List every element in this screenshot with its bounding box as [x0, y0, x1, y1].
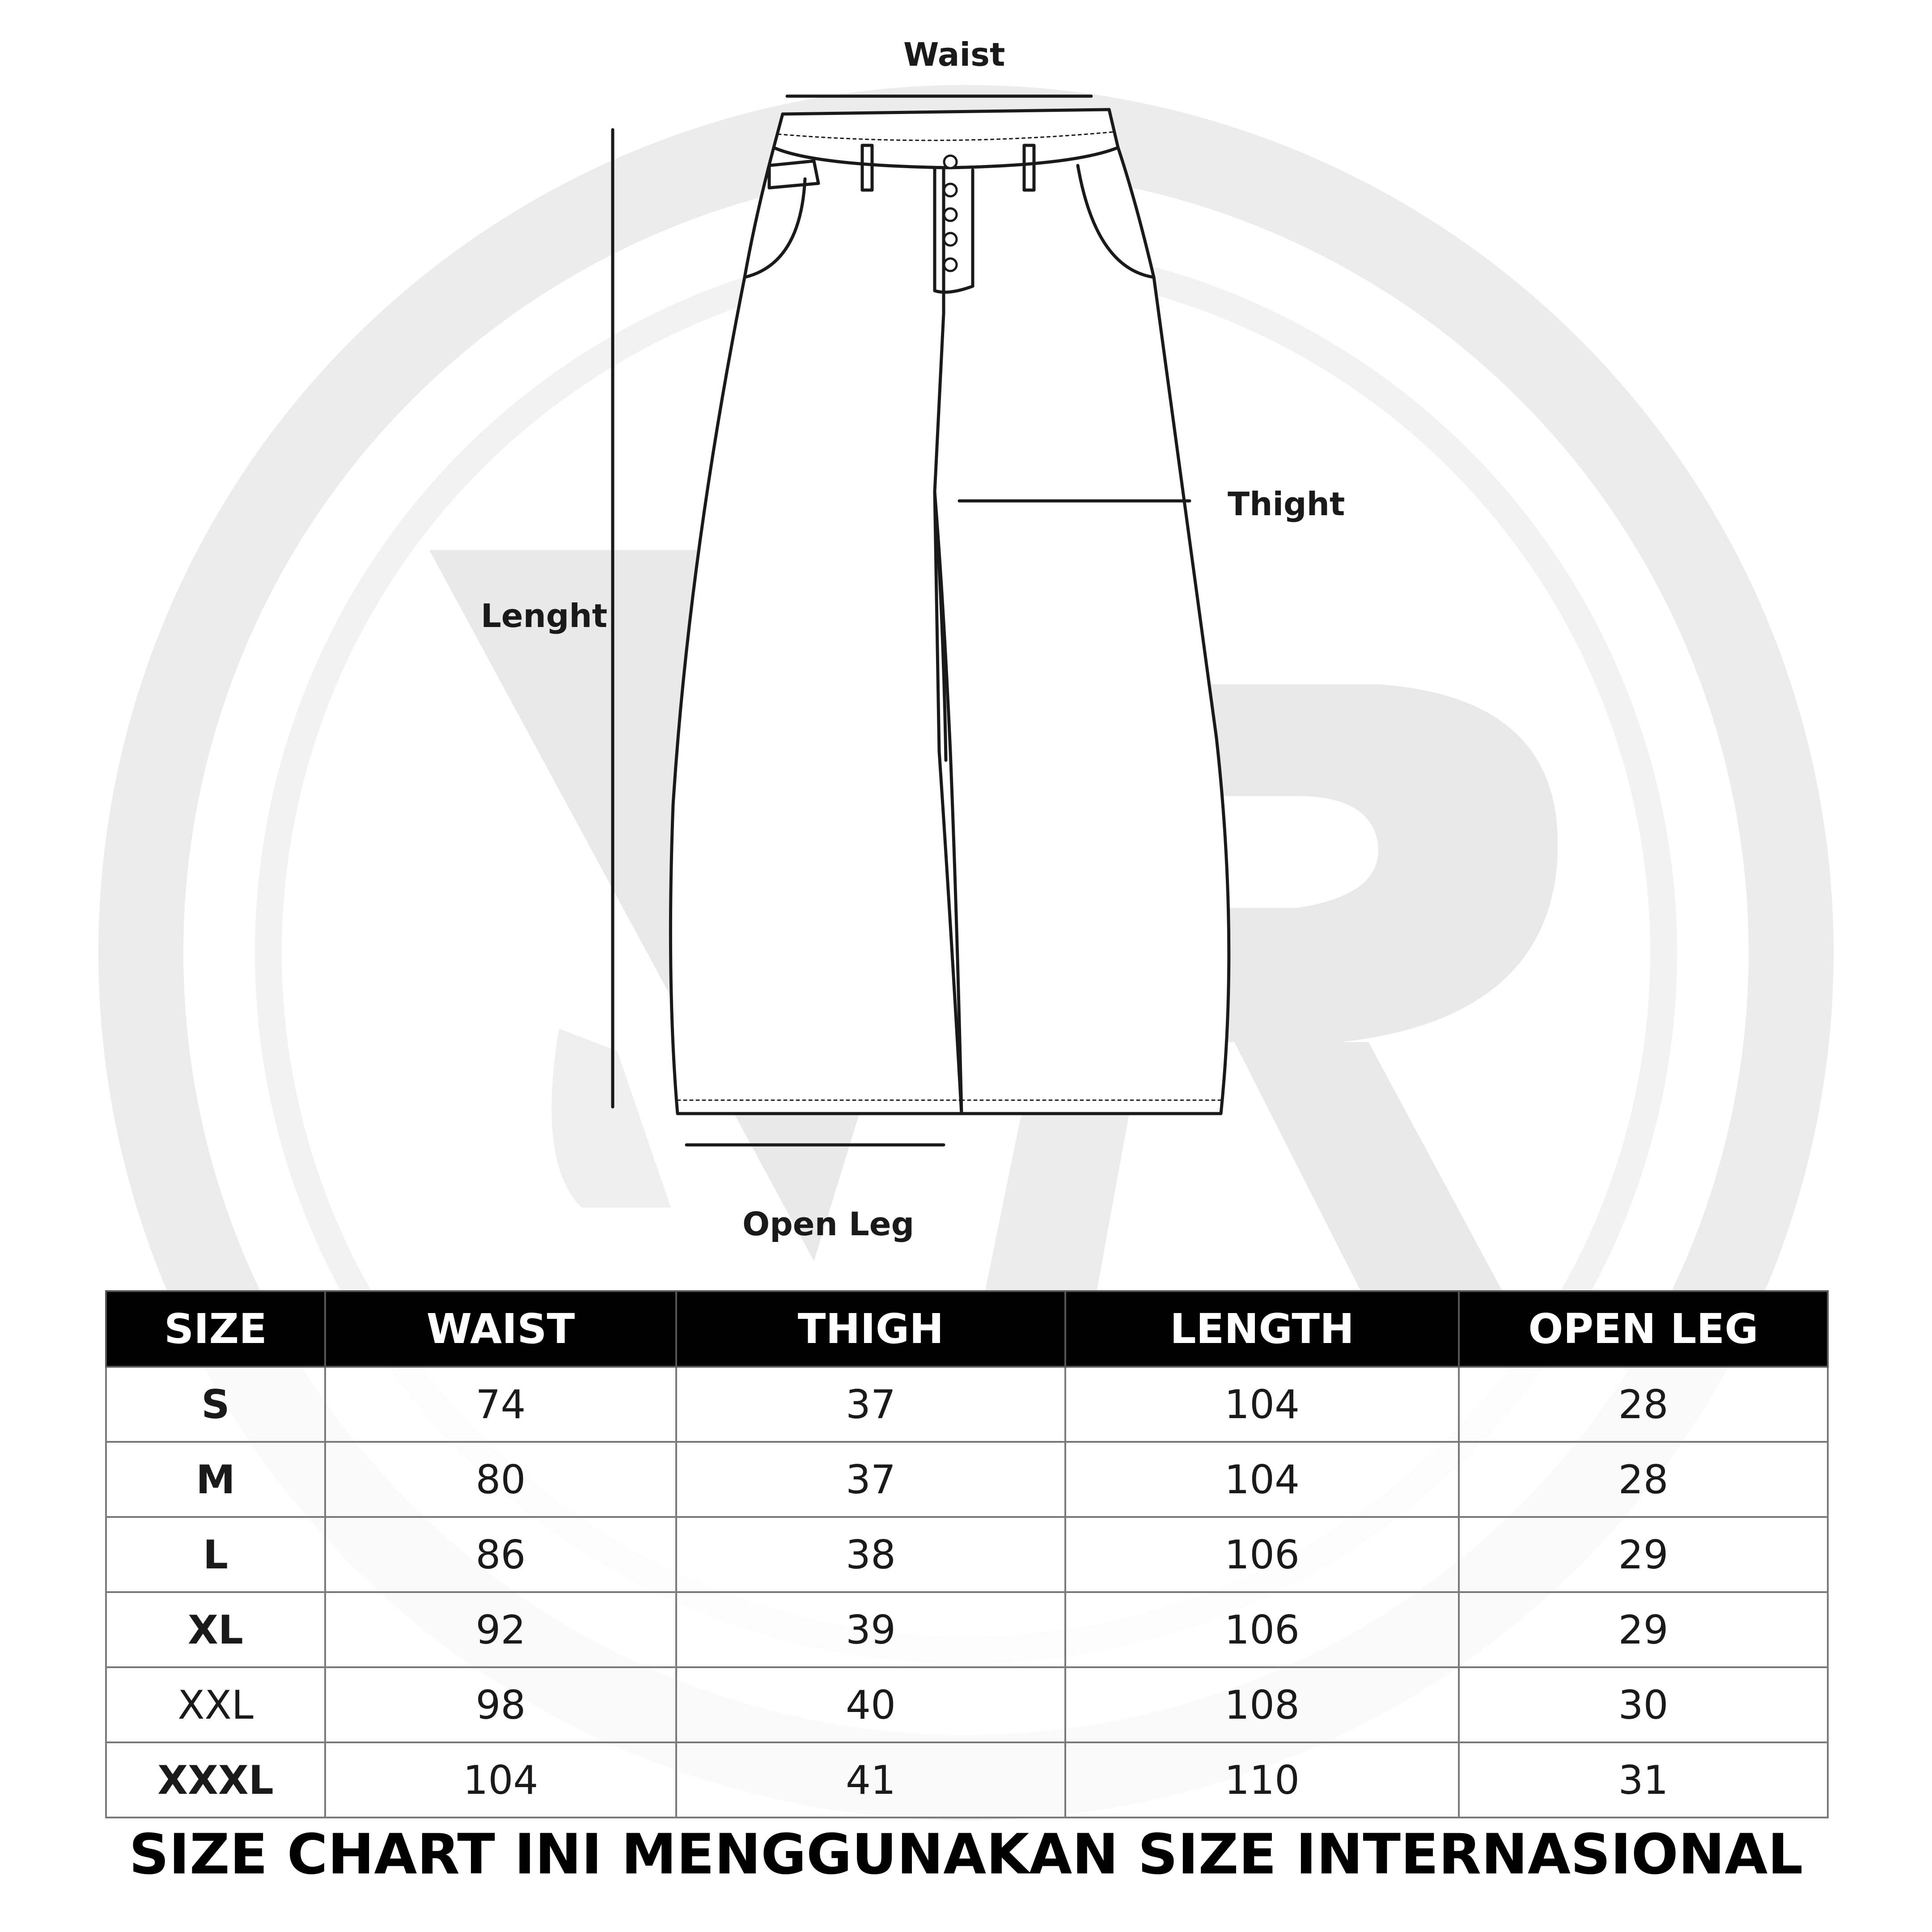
thigh-label: Thight: [1228, 485, 1345, 523]
waist-cell: 98: [325, 1667, 676, 1742]
button-2: [944, 184, 957, 196]
size-cell: L: [106, 1517, 325, 1592]
table-row: [106, 1592, 1828, 1667]
size-cell: M: [106, 1442, 325, 1517]
thigh-cell: 41: [676, 1742, 1065, 1818]
table-row: [106, 1442, 1828, 1517]
waist-cell: 92: [325, 1592, 676, 1667]
open-leg-cell: 28: [1459, 1367, 1828, 1442]
waist-cell: 80: [325, 1442, 676, 1517]
waist-label: Waist: [903, 36, 1005, 73]
button-4: [944, 233, 957, 246]
waist-cell: 74: [325, 1367, 676, 1442]
size-chart-table: [105, 1290, 1829, 1818]
thigh-cell: 39: [676, 1592, 1065, 1667]
button-5: [944, 258, 957, 271]
size-cell: XL: [106, 1592, 325, 1667]
footer-note: SIZE CHART INI MENGGUNAKAN SIZE INTERNASIONAL: [129, 1822, 1803, 1887]
table-header-row: [106, 1291, 1828, 1367]
waist-cell: 104: [325, 1742, 676, 1818]
length-cell: 106: [1065, 1517, 1459, 1592]
table-row: [106, 1742, 1828, 1818]
open-leg-label: Open Leg: [742, 1205, 915, 1243]
header-waist: WAIST: [325, 1291, 676, 1367]
thigh-cell: 40: [676, 1667, 1065, 1742]
button-3: [944, 208, 957, 221]
length-cell: 104: [1065, 1367, 1459, 1442]
header-open-leg: OPEN LEG: [1459, 1291, 1828, 1367]
open-leg-cell: 31: [1459, 1742, 1828, 1818]
button-1: [944, 156, 957, 168]
header-size: SIZE: [106, 1291, 325, 1367]
open-leg-cell: 29: [1459, 1517, 1828, 1592]
thigh-cell: 37: [676, 1442, 1065, 1517]
table-row: [106, 1517, 1828, 1592]
open-leg-cell: 29: [1459, 1592, 1828, 1667]
waist-cell: 86: [325, 1517, 676, 1592]
thigh-cell: 37: [676, 1367, 1065, 1442]
length-cell: 106: [1065, 1592, 1459, 1667]
length-cell: 108: [1065, 1667, 1459, 1742]
open-leg-cell: 28: [1459, 1442, 1828, 1517]
length-cell: 110: [1065, 1742, 1459, 1818]
size-cell: S: [106, 1367, 325, 1442]
open-leg-cell: 30: [1459, 1667, 1828, 1742]
table-row: [106, 1367, 1828, 1442]
table-row: [106, 1667, 1828, 1742]
size-cell: XXXL: [106, 1742, 325, 1818]
thigh-cell: 38: [676, 1517, 1065, 1592]
length-label: Lenght: [481, 597, 608, 635]
header-length: LENGTH: [1065, 1291, 1459, 1367]
header-thigh: THIGH: [676, 1291, 1065, 1367]
length-cell: 104: [1065, 1442, 1459, 1517]
size-cell: XXL: [106, 1667, 325, 1742]
